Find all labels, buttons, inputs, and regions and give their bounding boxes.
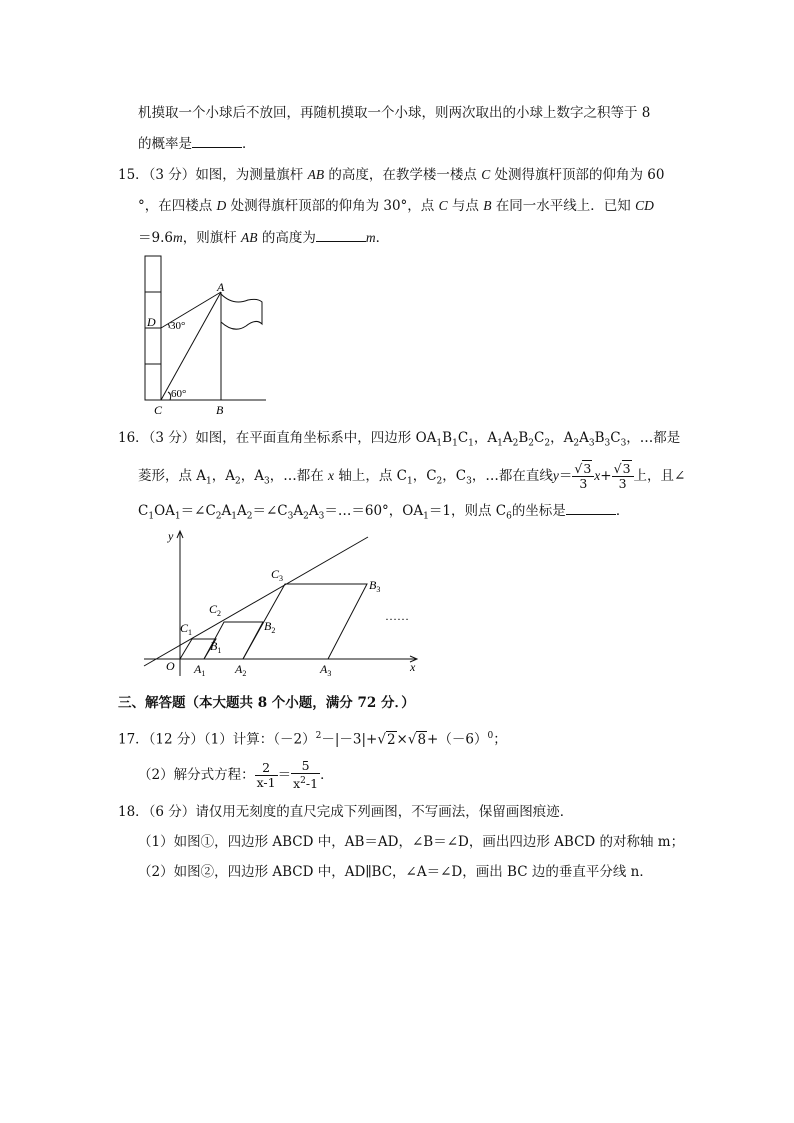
q15-t3a: ＝9.6 xyxy=(138,230,173,246)
fig15-label-a: A xyxy=(217,280,225,294)
q15-number: 15．（3 分） xyxy=(118,167,196,183)
q16-frac-1: $\frac{√3}{3}$ xyxy=(572,462,594,491)
flag xyxy=(221,294,262,329)
q17-t2a: （2）解分式方程： xyxy=(138,767,255,783)
q18-line-3 xyxy=(138,862,653,882)
q17-sqrt-2: 2 xyxy=(386,731,396,748)
q15-unit-m2: m xyxy=(365,230,376,245)
q15-line-3 xyxy=(138,227,389,248)
q15-var-ab: AB xyxy=(307,167,325,182)
q16-figure xyxy=(140,526,430,686)
sightline-c xyxy=(161,292,221,400)
fig16-label-a1: $A_1$ xyxy=(194,662,206,678)
q17-line-1: 17．（12 分）（1）计算：$(-2)^2-|-3|+√2\times√8+(-6)^0$； xyxy=(118,731,507,748)
q16-t1: 如图，在平面直角坐标系中，四边形 OA xyxy=(195,430,437,446)
q16-t2e: 上，且∠ xyxy=(633,468,686,484)
q17-number: 17．（12 分） xyxy=(118,731,204,748)
q17-f2-num: 5 xyxy=(291,759,320,774)
fig16-label-a3: $A_3$ xyxy=(320,662,332,678)
q17-line-2 xyxy=(138,758,334,792)
fig15-angle-30: 30° xyxy=(170,320,186,332)
fig15-label-d: D xyxy=(147,315,156,329)
fig16-label-x: x xyxy=(410,660,416,674)
q15-line-1 xyxy=(118,165,664,185)
q17-t1b: －|－3|+ xyxy=(321,731,378,748)
q16-t3e: ＝60° xyxy=(351,503,389,519)
q16-t2a: 菱形，点 A xyxy=(138,468,207,484)
q17-f2-den-a: x xyxy=(293,776,301,792)
fig16-label-y: y xyxy=(168,529,174,543)
q16-line-3: $C_1OA_1=\angle C_2A_1A_2=\angle C_3A_2A_3=\dots=60^\circ$，$OA_1=1$，则点 $C_6$的坐标是 ． xyxy=(138,500,629,527)
q15-t2a: °，在四楼点 xyxy=(138,198,217,214)
fig16-ellipsis: …… xyxy=(385,609,409,623)
q17-exp-2: 2 xyxy=(315,731,322,741)
q16-number: 16．（3 分） xyxy=(118,430,196,446)
q16-den-a: 3 xyxy=(579,476,588,491)
fig16-label-b3: $B_3$ xyxy=(369,578,381,594)
q18-line-1 xyxy=(118,802,573,822)
q15-t3d: ． xyxy=(375,230,390,246)
fig16-label-c1: $C_1$ xyxy=(180,621,193,637)
q15-figure xyxy=(138,252,278,422)
q17-t1a: （1）计算：（－2） xyxy=(203,731,316,748)
q16-line-1: 16．（3 分）如图，在平面直角坐标系中，四边形 $OA_1B_1C_1$，$A_1A_2B_2C_2$，$A_2A_3B_3C_3$，…都是 xyxy=(118,430,681,449)
q16-answer-blank xyxy=(566,500,616,515)
q15-var-b: B xyxy=(483,198,492,213)
q17-f1-den: x-1 xyxy=(256,775,276,790)
q15-answer-blank xyxy=(316,227,366,242)
fig16-label-c3: $C_3$ xyxy=(271,567,284,583)
q17-sqrt-8: 8 xyxy=(417,731,427,748)
q15-t2d: 在同一水平线上．已知 xyxy=(491,198,636,214)
q16-var-x: x xyxy=(328,468,335,483)
q15-t3b: ，则旗杆 xyxy=(182,230,242,246)
q14-line-2 xyxy=(138,133,256,154)
q17-f1-num: 2 xyxy=(255,761,278,776)
q16-t2c: 轴上，点 C xyxy=(334,468,407,484)
q15-var-cd: CD xyxy=(635,198,654,213)
q15-var-c2: C xyxy=(438,198,448,213)
q16-sqrt3-b: 3 xyxy=(622,461,631,476)
q17-exp-0: 0 xyxy=(487,731,494,741)
q16-t3a: ，OA xyxy=(388,503,424,519)
q15-line-2 xyxy=(138,196,654,216)
q15-var-ab2: AB xyxy=(241,230,258,245)
fig15-label-c: C xyxy=(154,403,163,417)
q15-t1b: 的高度，在教学楼一楼点 xyxy=(324,167,482,183)
q16-var-y: y xyxy=(552,468,559,483)
q18-number: 18．（6 分） xyxy=(118,804,196,820)
q18-intro: 请仅用无刻度的直尺完成下列画图，不写画法，保留画图痕迹． xyxy=(195,804,574,820)
q16-t3b: ＝1，则点 C xyxy=(428,503,507,519)
q17-t2end: ． xyxy=(320,767,334,783)
q17-frac-2 xyxy=(291,759,320,791)
fig16-label-b1: $B_1$ xyxy=(210,639,222,655)
q15-var-d: D xyxy=(216,198,227,213)
q17-eq: ＝ xyxy=(277,767,292,783)
fig16-label-a2: $A_2$ xyxy=(235,662,247,678)
q16-t3c: 的坐标是 xyxy=(511,503,566,519)
q15-t1c: 处测得旗杆顶部的仰角为 60 xyxy=(490,167,665,183)
q16-line-2: 菱形，点 $A_1$，$A_2$，$A_3$，…都在 x 轴上，点 $C_1$，$C_2$，$C_3$，…都在直线y＝ $\frac{√3}{3}$ x+ $\frac{√3}{3}$ 上，且∠ xyxy=(138,461,686,491)
fig16-label-o: O xyxy=(166,659,175,673)
q16-t2b: …都在 xyxy=(283,468,329,484)
q16-t2d: …都在直线 xyxy=(485,468,553,484)
q15-unit-m: m xyxy=(172,230,183,245)
fig15-angle-60: 60° xyxy=(171,388,187,400)
q16-t3d: ． xyxy=(615,503,630,519)
q16-frac-2: $\frac{√3}{3}$ xyxy=(612,462,634,491)
q17-t1d: +（－6） xyxy=(427,731,488,748)
q14-text-2: 的概率是 xyxy=(138,136,192,152)
q14-text-1: 机摸取一个小球后不放回，再随机摸取一个小球，则两次取出的小球上数字之积等于 8 xyxy=(138,105,651,121)
fig16-label-b2: $B_2$ xyxy=(264,619,276,635)
q16-den-b: 3 xyxy=(618,476,627,491)
q15-t1a: 如图，为测量旗杆 xyxy=(195,167,308,183)
fig16-label-c2: $C_2$ xyxy=(209,602,222,618)
q15-var-c: C xyxy=(481,167,491,182)
q18-line-2 xyxy=(138,832,684,852)
q18-part-1: （1）如图①，四边形 ABCD 中，AB＝AD，∠B＝∠D，画出四边形 ABCD 的对称轴 m； xyxy=(138,834,685,850)
section-3-title: 三、解答题（本大题共 8 个小题，满分 72 分．） xyxy=(118,695,415,711)
q14-line-1 xyxy=(138,103,650,123)
q17-f2-den-b: -1 xyxy=(305,776,319,792)
q17-t1e: ； xyxy=(493,731,507,748)
section-3-heading xyxy=(118,693,415,713)
q18-part-2: （2）如图②，四边形 ABCD 中，AD∥BC，∠A＝∠D，画出 BC 边的垂直平分线 n． xyxy=(138,864,653,880)
fig15-label-b: B xyxy=(216,403,224,417)
q17-frac-1 xyxy=(255,761,278,790)
q17-t1c: × xyxy=(396,731,408,748)
q14-answer-blank xyxy=(192,133,242,148)
q17-f2-exp: 2 xyxy=(300,776,306,787)
q14-end: ． xyxy=(242,136,256,152)
q15-t3c: 的高度为 xyxy=(257,230,316,246)
q16-var-x2: x xyxy=(594,468,601,483)
q16-sqrt3-a: 3 xyxy=(583,461,592,476)
q15-t2c: 与点 xyxy=(447,198,484,214)
q15-t2b: 处测得旗杆顶部的仰角为 30°，点 xyxy=(226,198,439,214)
